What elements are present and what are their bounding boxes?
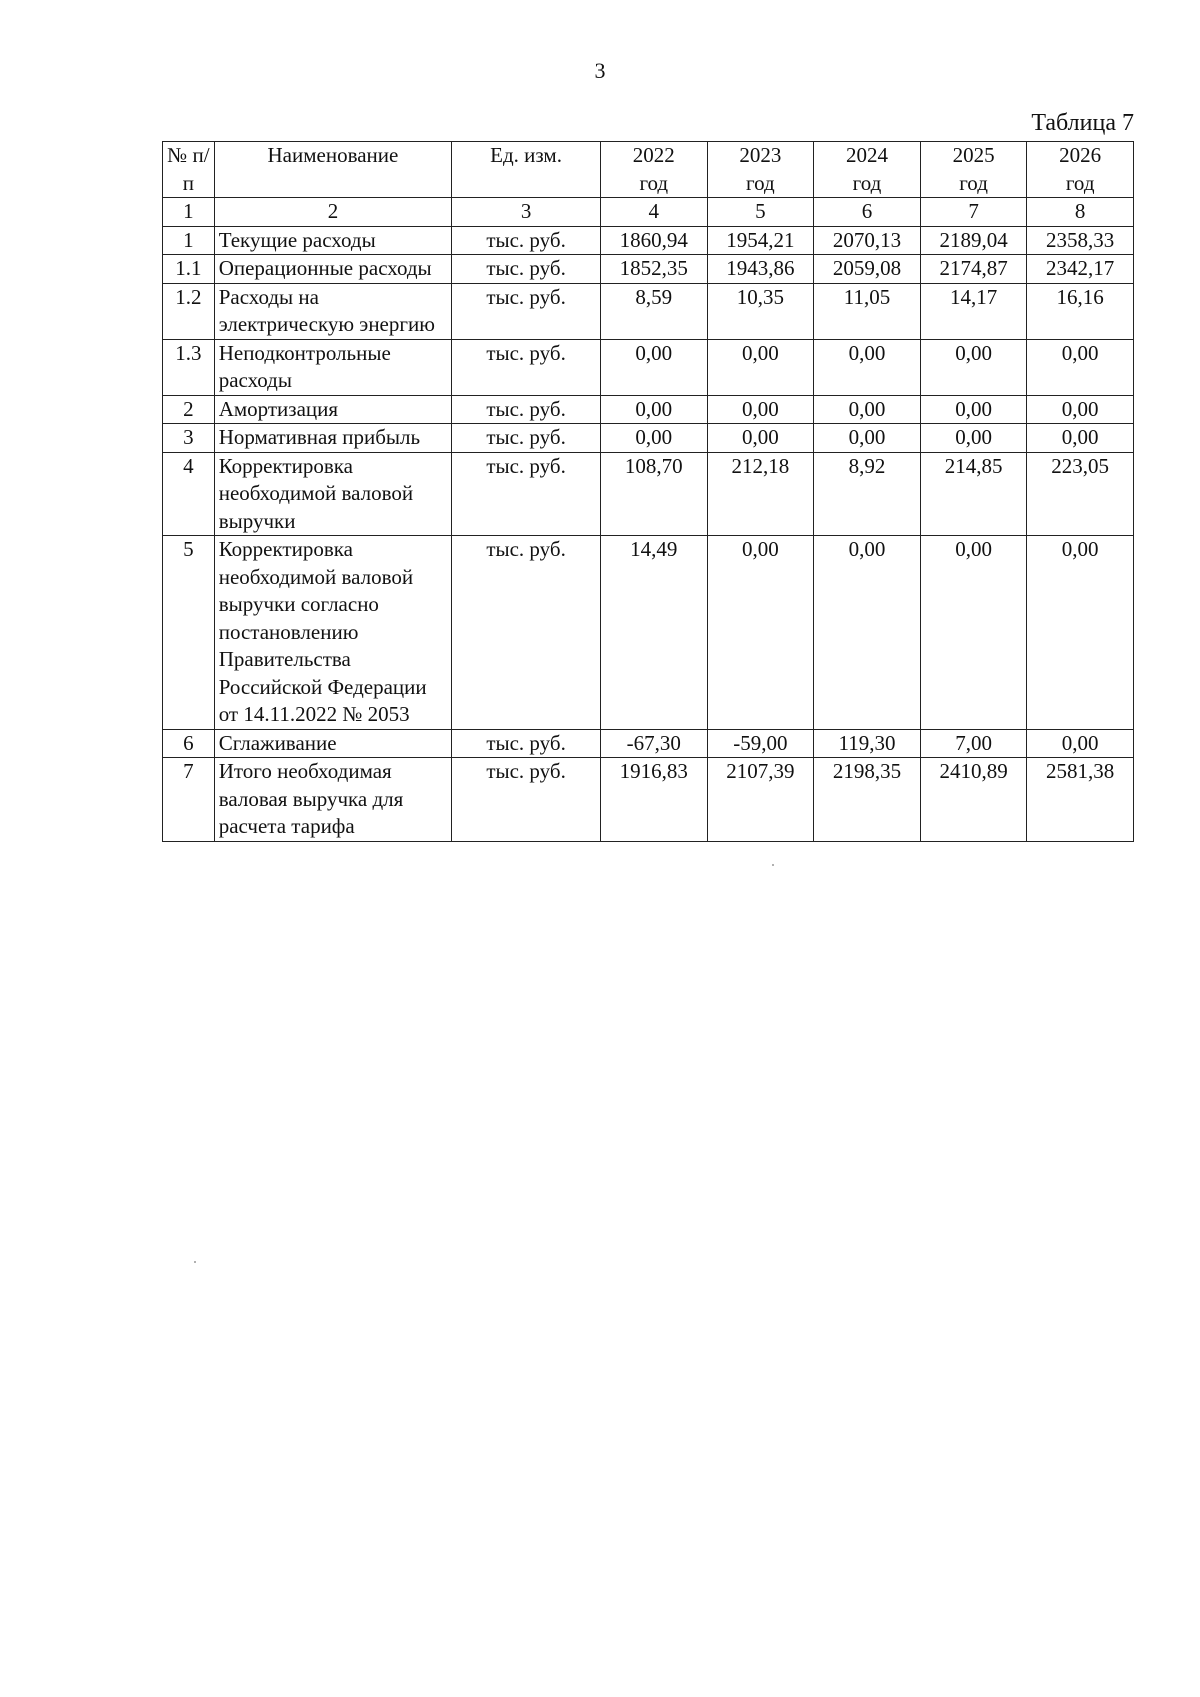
row-name: Сглаживание [214,729,451,758]
row-value: 2581,38 [1027,758,1134,842]
table-row [163,339,1134,395]
header-unit: Ед. изм. [452,142,601,198]
row-value: 0,00 [1027,339,1134,395]
header-year [1027,142,1134,198]
row-value: 2107,39 [707,758,814,842]
table-row [163,255,1134,284]
header-year [600,142,707,198]
row-value: 2189,04 [920,226,1027,255]
table-label: Таблица 7 [1031,110,1134,136]
row-value: 0,00 [1027,424,1134,453]
row-value: 8,92 [814,452,921,536]
row-value: 10,35 [707,283,814,339]
row-value: 214,85 [920,452,1027,536]
column-number: 1 [163,198,215,227]
row-name: Операционные расходы [214,255,451,284]
header-name: Наименование [214,142,451,198]
row-value: 108,70 [600,452,707,536]
header-year-value: 2023 [739,143,782,167]
row-value: 1852,35 [600,255,707,284]
row-value: 2070,13 [814,226,921,255]
header-year [920,142,1027,198]
row-value: 14,17 [920,283,1027,339]
row-value: 0,00 [600,395,707,424]
row-unit: тыс. руб. [452,283,601,339]
header-num: № п/п [163,142,215,198]
row-unit: тыс. руб. [452,729,601,758]
table-row [163,536,1134,730]
row-value: 212,18 [707,452,814,536]
row-value: -59,00 [707,729,814,758]
row-value: 0,00 [920,395,1027,424]
column-number: 6 [814,198,921,227]
table-row [163,758,1134,842]
table-row [163,729,1134,758]
row-number: 5 [163,536,215,730]
row-value: 0,00 [920,424,1027,453]
table-row [163,283,1134,339]
row-value: 1943,86 [707,255,814,284]
row-value: 0,00 [1027,395,1134,424]
row-value: 0,00 [707,536,814,730]
row-name: Итого необходимая валовая выручка для расчета тарифа [214,758,451,842]
row-value: 1916,83 [600,758,707,842]
column-number: 5 [707,198,814,227]
row-unit: тыс. руб. [452,226,601,255]
row-value: 0,00 [1027,729,1134,758]
header-year-suffix: год [746,170,775,195]
row-unit: тыс. руб. [452,758,601,842]
row-value: 0,00 [707,395,814,424]
header-year [707,142,814,198]
row-number: 7 [163,758,215,842]
row-value: 16,16 [1027,283,1134,339]
header-year-suffix: год [639,170,669,195]
row-value: 0,00 [814,395,921,424]
row-value: 8,59 [600,283,707,339]
row-value: 7,00 [920,729,1027,758]
row-value: 11,05 [814,283,921,339]
row-value: 2198,35 [814,758,921,842]
row-value: 0,00 [814,536,921,730]
row-value: 2410,89 [920,758,1027,842]
tariff-table [162,141,1134,842]
table-row [163,452,1134,536]
row-name: Корректировка необходимой валовой выручки согласно постановлению Правительства Российской Федерации от 14.11.2022 № 2053 [214,536,451,730]
row-unit: тыс. руб. [452,255,601,284]
row-number: 1.2 [163,283,215,339]
column-number-row [163,198,1134,227]
row-value: 0,00 [1027,536,1134,730]
row-unit: тыс. руб. [452,424,601,453]
row-value: 14,49 [600,536,707,730]
row-value: 2342,17 [1027,255,1134,284]
header-year-value: 2024 [845,143,888,167]
header-year-value: 2025 [952,143,995,167]
header-year-suffix: год [852,170,882,195]
row-value: 0,00 [707,339,814,395]
row-number: 1 [163,226,215,255]
scan-speck [772,864,774,866]
row-unit: тыс. руб. [452,339,601,395]
table-row [163,395,1134,424]
row-value: 1954,21 [707,226,814,255]
scan-speck [194,1261,196,1263]
page-number: 3 [594,58,606,83]
row-value: 223,05 [1027,452,1134,536]
row-value: 0,00 [814,424,921,453]
column-number: 7 [920,198,1027,227]
column-number: 3 [452,198,601,227]
row-value: 0,00 [600,424,707,453]
row-name: Текущие расходы [214,226,451,255]
header-year-value: 2022 [632,143,675,167]
row-number: 3 [163,424,215,453]
header-year [814,142,921,198]
row-value: 2358,33 [1027,226,1134,255]
column-number: 4 [600,198,707,227]
row-name: Корректировка необходимой валовой выручки [214,452,451,536]
row-unit: тыс. руб. [452,536,601,730]
row-value: 0,00 [600,339,707,395]
row-value: 0,00 [707,424,814,453]
header-year-suffix: год [1065,170,1095,195]
row-name: Нормативная прибыль [214,424,451,453]
row-name: Расходы на электрическую энергию [214,283,451,339]
table-row [163,424,1134,453]
row-name: Амортизация [214,395,451,424]
column-number: 2 [214,198,451,227]
row-number: 2 [163,395,215,424]
row-value: 2059,08 [814,255,921,284]
row-number: 4 [163,452,215,536]
table-row [163,226,1134,255]
header-year-suffix: год [959,170,988,195]
row-value: 0,00 [920,536,1027,730]
row-number: 1.3 [163,339,215,395]
row-name: Неподконтрольные расходы [214,339,451,395]
column-number: 8 [1027,198,1134,227]
row-value: -67,30 [600,729,707,758]
row-value: 0,00 [814,339,921,395]
row-value: 1860,94 [600,226,707,255]
row-value: 0,00 [920,339,1027,395]
row-unit: тыс. руб. [452,395,601,424]
header-row [163,142,1134,198]
row-value: 2174,87 [920,255,1027,284]
row-unit: тыс. руб. [452,452,601,536]
header-year-value: 2026 [1059,143,1102,167]
row-value: 119,30 [814,729,921,758]
row-number: 1.1 [163,255,215,284]
row-number: 6 [163,729,215,758]
